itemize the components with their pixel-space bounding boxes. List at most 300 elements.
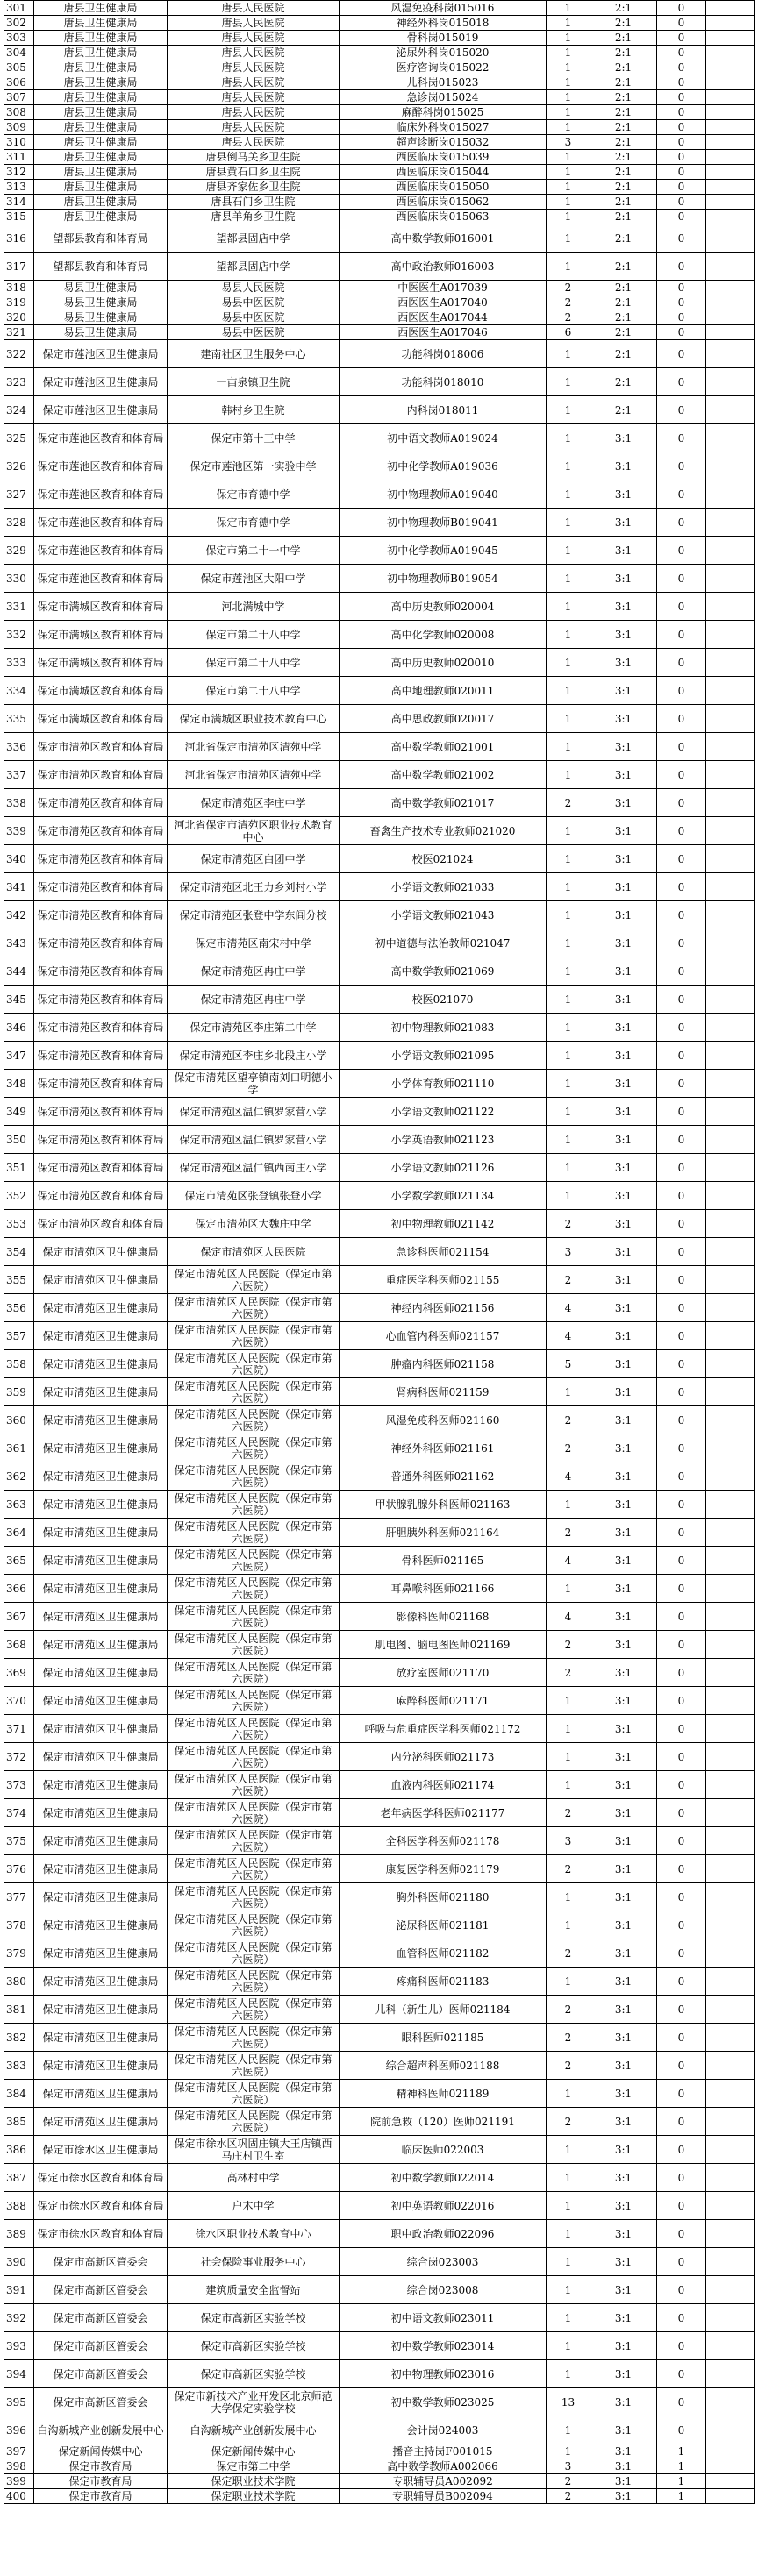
applicants-cell: 0 xyxy=(657,135,706,150)
row-number-cell: 385 xyxy=(4,2108,34,2136)
row-number-cell: 339 xyxy=(4,817,34,845)
table-row xyxy=(4,1,755,16)
row-number-cell: 347 xyxy=(4,1042,34,1070)
headcount-cell: 5 xyxy=(547,1350,590,1378)
blank-cell xyxy=(706,1322,755,1350)
ratio-cell: 3:1 xyxy=(590,1182,657,1210)
row-number-cell: 384 xyxy=(4,2080,34,2108)
blank-cell xyxy=(706,1126,755,1154)
position-cell: 泌尿科医师021181 xyxy=(340,1911,547,1939)
ratio-cell: 3:1 xyxy=(590,1434,657,1462)
unit-cell: 保定市清苑区人民医院（保定市第六医院） xyxy=(168,1883,340,1911)
table-row xyxy=(4,2080,755,2108)
position-cell: 会计岗024003 xyxy=(340,2416,547,2444)
blank-cell xyxy=(706,60,755,75)
ratio-cell: 3:1 xyxy=(590,2052,657,2080)
unit-cell: 保定市清苑区人民医院（保定市第六医院） xyxy=(168,1322,340,1350)
row-number-cell: 314 xyxy=(4,195,34,210)
department-cell: 保定市清苑区教育和体育局 xyxy=(34,986,168,1014)
table-row xyxy=(4,46,755,60)
row-number-cell: 359 xyxy=(4,1378,34,1406)
blank-cell xyxy=(706,1154,755,1182)
applicants-cell: 0 xyxy=(657,957,706,986)
department-cell: 保定市满城区教育和体育局 xyxy=(34,621,168,649)
department-cell: 保定市徐水区卫生健康局 xyxy=(34,2136,168,2164)
blank-cell xyxy=(706,1462,755,1491)
unit-cell: 保定职业技术学院 xyxy=(168,2489,340,2504)
department-cell: 保定市清苑区卫生健康局 xyxy=(34,1519,168,1547)
headcount-cell: 1 xyxy=(547,150,590,165)
position-cell: 肿瘤内科医师021158 xyxy=(340,1350,547,1378)
headcount-cell: 1 xyxy=(547,1042,590,1070)
blank-cell xyxy=(706,2052,755,2080)
department-cell: 保定市清苑区卫生健康局 xyxy=(34,1434,168,1462)
blank-cell xyxy=(706,480,755,509)
applicants-cell: 0 xyxy=(657,1659,706,1687)
position-cell: 神经外科医师021161 xyxy=(340,1434,547,1462)
row-number-cell: 395 xyxy=(4,2388,34,2416)
position-cell: 肌电图、脑电图医师021169 xyxy=(340,1631,547,1659)
applicants-cell: 0 xyxy=(657,90,706,105)
position-cell: 麻醉科医师021171 xyxy=(340,1687,547,1715)
blank-cell xyxy=(706,1491,755,1519)
table-row xyxy=(4,224,755,253)
headcount-cell: 1 xyxy=(547,565,590,593)
blank-cell xyxy=(706,150,755,165)
table-row xyxy=(4,325,755,340)
ratio-cell: 3:1 xyxy=(590,1098,657,1126)
unit-cell: 保定市高新区实验学校 xyxy=(168,2360,340,2388)
department-cell: 唐县卫生健康局 xyxy=(34,75,168,90)
applicants-cell: 0 xyxy=(657,593,706,621)
applicants-cell: 0 xyxy=(657,480,706,509)
position-cell: 初中物理教师021142 xyxy=(340,1210,547,1238)
unit-cell: 唐县人民医院 xyxy=(168,135,340,150)
table-row xyxy=(4,150,755,165)
department-cell: 保定市清苑区教育和体育局 xyxy=(34,929,168,957)
unit-cell: 保定市第二十一中学 xyxy=(168,537,340,565)
ratio-cell: 3:1 xyxy=(590,1771,657,1799)
blank-cell xyxy=(706,1294,755,1322)
unit-cell: 保定市清苑区人民医院 xyxy=(168,1238,340,1266)
table-row xyxy=(4,1350,755,1378)
ratio-cell: 3:1 xyxy=(590,452,657,480)
headcount-cell: 2 xyxy=(547,2108,590,2136)
table-row xyxy=(4,2052,755,2080)
blank-cell xyxy=(706,1434,755,1462)
applicants-cell: 0 xyxy=(657,1631,706,1659)
headcount-cell: 1 xyxy=(547,2192,590,2220)
headcount-cell: 1 xyxy=(547,1182,590,1210)
ratio-cell: 3:1 xyxy=(590,1855,657,1883)
position-cell: 西医医生A017044 xyxy=(340,310,547,325)
department-cell: 望都县教育和体育局 xyxy=(34,253,168,281)
ratio-cell: 3:1 xyxy=(590,1294,657,1322)
blank-cell xyxy=(706,368,755,396)
row-number-cell: 346 xyxy=(4,1014,34,1042)
position-cell: 专职辅导员B002094 xyxy=(340,2489,547,2504)
table-row xyxy=(4,2360,755,2388)
department-cell: 望都县教育和体育局 xyxy=(34,224,168,253)
blank-cell xyxy=(706,2304,755,2332)
applicants-cell: 0 xyxy=(657,281,706,295)
department-cell: 保定市清苑区卫生健康局 xyxy=(34,1238,168,1266)
ratio-cell: 2:1 xyxy=(590,46,657,60)
table-row xyxy=(4,1434,755,1462)
table-row xyxy=(4,281,755,295)
position-cell: 高中数学教师A002066 xyxy=(340,2459,547,2474)
department-cell: 保定市清苑区教育和体育局 xyxy=(34,1042,168,1070)
department-cell: 保定新闻传媒中心 xyxy=(34,2444,168,2459)
unit-cell: 保定市第二十八中学 xyxy=(168,649,340,677)
headcount-cell: 2 xyxy=(547,2024,590,2052)
row-number-cell: 307 xyxy=(4,90,34,105)
row-number-cell: 343 xyxy=(4,929,34,957)
unit-cell: 保定市清苑区人民医院（保定市第六医院） xyxy=(168,1911,340,1939)
applicants-cell: 0 xyxy=(657,340,706,368)
ratio-cell: 3:1 xyxy=(590,1462,657,1491)
department-cell: 易县卫生健康局 xyxy=(34,295,168,310)
position-cell: 临床外科岗015027 xyxy=(340,120,547,135)
headcount-cell: 1 xyxy=(547,195,590,210)
blank-cell xyxy=(706,2459,755,2474)
table-body xyxy=(4,1,755,2504)
department-cell: 唐县卫生健康局 xyxy=(34,105,168,120)
position-cell: 初中物理教师B019054 xyxy=(340,565,547,593)
applicants-cell: 0 xyxy=(657,295,706,310)
applicants-cell: 0 xyxy=(657,1406,706,1434)
blank-cell xyxy=(706,2416,755,2444)
applicants-cell: 0 xyxy=(657,845,706,873)
unit-cell: 保定市清苑区人民医院（保定市第六医院） xyxy=(168,1266,340,1294)
ratio-cell: 3:1 xyxy=(590,1014,657,1042)
blank-cell xyxy=(706,120,755,135)
ratio-cell: 3:1 xyxy=(590,1126,657,1154)
headcount-cell: 1 xyxy=(547,1126,590,1154)
department-cell: 保定市清苑区卫生健康局 xyxy=(34,1968,168,1996)
ratio-cell: 2:1 xyxy=(590,1,657,16)
ratio-cell: 3:1 xyxy=(590,593,657,621)
table-row xyxy=(4,1771,755,1799)
headcount-cell: 1 xyxy=(547,31,590,46)
position-cell: 西医临床岗015050 xyxy=(340,180,547,195)
ratio-cell: 3:1 xyxy=(590,621,657,649)
table-row xyxy=(4,817,755,845)
position-cell: 职中政治教师022096 xyxy=(340,2220,547,2248)
applicants-cell: 1 xyxy=(657,2474,706,2489)
table-row xyxy=(4,2489,755,2504)
position-cell: 耳鼻喉科医师021166 xyxy=(340,1575,547,1603)
applicants-cell: 0 xyxy=(657,677,706,705)
position-cell: 西医临床岗015044 xyxy=(340,165,547,180)
department-cell: 保定市清苑区卫生健康局 xyxy=(34,1266,168,1294)
ratio-cell: 3:1 xyxy=(590,2080,657,2108)
department-cell: 保定市莲池区教育和体育局 xyxy=(34,509,168,537)
position-cell: 眼科医师021185 xyxy=(340,2024,547,2052)
headcount-cell: 2 xyxy=(547,1266,590,1294)
row-number-cell: 336 xyxy=(4,733,34,761)
blank-cell xyxy=(706,2108,755,2136)
applicants-cell: 0 xyxy=(657,621,706,649)
ratio-cell: 3:1 xyxy=(590,2024,657,2052)
table-row xyxy=(4,2220,755,2248)
row-number-cell: 360 xyxy=(4,1406,34,1434)
table-row xyxy=(4,1070,755,1098)
table-row xyxy=(4,1939,755,1968)
ratio-cell: 3:1 xyxy=(590,1519,657,1547)
unit-cell: 保定市清苑区人民医院（保定市第六医院） xyxy=(168,1743,340,1771)
blank-cell xyxy=(706,1659,755,1687)
position-cell: 小学体育教师021110 xyxy=(340,1070,547,1098)
unit-cell: 保定市清苑区人民医院（保定市第六医院） xyxy=(168,1687,340,1715)
blank-cell xyxy=(706,1070,755,1098)
blank-cell xyxy=(706,1911,755,1939)
headcount-cell: 1 xyxy=(547,368,590,396)
row-number-cell: 308 xyxy=(4,105,34,120)
headcount-cell: 1 xyxy=(547,1491,590,1519)
blank-cell xyxy=(706,424,755,452)
ratio-cell: 2:1 xyxy=(590,135,657,150)
blank-cell xyxy=(706,31,755,46)
blank-cell xyxy=(706,1014,755,1042)
position-cell: 甲状腺乳腺外科医师021163 xyxy=(340,1491,547,1519)
row-number-cell: 328 xyxy=(4,509,34,537)
unit-cell: 保定市清苑区温仁镇罗家营小学 xyxy=(168,1126,340,1154)
blank-cell xyxy=(706,1519,755,1547)
position-cell: 高中历史教师020004 xyxy=(340,593,547,621)
blank-cell xyxy=(706,1575,755,1603)
position-cell: 康复医学科医师021179 xyxy=(340,1855,547,1883)
applicants-cell: 0 xyxy=(657,649,706,677)
ratio-cell: 3:1 xyxy=(590,1911,657,1939)
ratio-cell: 3:1 xyxy=(590,761,657,789)
blank-cell xyxy=(706,649,755,677)
row-number-cell: 353 xyxy=(4,1210,34,1238)
headcount-cell: 2 xyxy=(547,2489,590,2504)
row-number-cell: 361 xyxy=(4,1434,34,1462)
applicants-cell: 0 xyxy=(657,1042,706,1070)
position-cell: 播音主持岗F001015 xyxy=(340,2444,547,2459)
position-cell: 高中政治教师016003 xyxy=(340,253,547,281)
applicants-cell: 0 xyxy=(657,2332,706,2360)
applicants-cell: 0 xyxy=(657,1266,706,1294)
blank-cell xyxy=(706,1406,755,1434)
applicants-cell: 0 xyxy=(657,2024,706,2052)
table-row xyxy=(4,1911,755,1939)
unit-cell: 保定市清苑区南宋村中学 xyxy=(168,929,340,957)
table-row xyxy=(4,1154,755,1182)
blank-cell xyxy=(706,2192,755,2220)
applicants-cell: 0 xyxy=(657,1322,706,1350)
row-number-cell: 329 xyxy=(4,537,34,565)
unit-cell: 保定市清苑区人民医院（保定市第六医院） xyxy=(168,1575,340,1603)
department-cell: 保定市清苑区卫生健康局 xyxy=(34,1687,168,1715)
applicants-cell: 0 xyxy=(657,325,706,340)
unit-cell: 保定市莲池区第一实验中学 xyxy=(168,452,340,480)
position-cell: 小学语文教师021033 xyxy=(340,873,547,901)
table-row xyxy=(4,2459,755,2474)
headcount-cell: 1 xyxy=(547,593,590,621)
blank-cell xyxy=(706,2489,755,2504)
row-number-cell: 397 xyxy=(4,2444,34,2459)
table-row xyxy=(4,310,755,325)
row-number-cell: 389 xyxy=(4,2220,34,2248)
row-number-cell: 303 xyxy=(4,31,34,46)
applicants-cell: 0 xyxy=(657,1182,706,1210)
table-row xyxy=(4,2388,755,2416)
unit-cell: 建南社区卫生服务中心 xyxy=(168,340,340,368)
headcount-cell: 2 xyxy=(547,1434,590,1462)
applicants-cell: 0 xyxy=(657,1687,706,1715)
position-cell: 高中地理教师020011 xyxy=(340,677,547,705)
applicants-cell: 0 xyxy=(657,1715,706,1743)
department-cell: 易县卫生健康局 xyxy=(34,310,168,325)
applicants-cell: 0 xyxy=(657,396,706,424)
table-row xyxy=(4,1182,755,1210)
headcount-cell: 13 xyxy=(547,2388,590,2416)
department-cell: 保定市莲池区教育和体育局 xyxy=(34,565,168,593)
unit-cell: 河北满城中学 xyxy=(168,593,340,621)
row-number-cell: 350 xyxy=(4,1126,34,1154)
unit-cell: 唐县倒马关乡卫生院 xyxy=(168,150,340,165)
position-cell: 风湿免疫科医师021160 xyxy=(340,1406,547,1434)
department-cell: 保定市高新区管委会 xyxy=(34,2332,168,2360)
table-row xyxy=(4,60,755,75)
position-cell: 全科医学科医师021178 xyxy=(340,1827,547,1855)
ratio-cell: 3:1 xyxy=(590,957,657,986)
applicants-cell: 0 xyxy=(657,537,706,565)
ratio-cell: 3:1 xyxy=(590,2136,657,2164)
table-row xyxy=(4,210,755,224)
ratio-cell: 3:1 xyxy=(590,1939,657,1968)
unit-cell: 保定市清苑区冉庄中学 xyxy=(168,957,340,986)
row-number-cell: 391 xyxy=(4,2276,34,2304)
position-cell: 初中道德与法治教师021047 xyxy=(340,929,547,957)
table-row xyxy=(4,1519,755,1547)
department-cell: 保定市清苑区教育和体育局 xyxy=(34,1098,168,1126)
unit-cell: 保定市清苑区人民医院（保定市第六医院） xyxy=(168,1771,340,1799)
applicants-cell: 0 xyxy=(657,2220,706,2248)
table-row xyxy=(4,2332,755,2360)
blank-cell xyxy=(706,1631,755,1659)
position-cell: 初中物理教师021083 xyxy=(340,1014,547,1042)
row-number-cell: 394 xyxy=(4,2360,34,2388)
department-cell: 保定市莲池区教育和体育局 xyxy=(34,537,168,565)
ratio-cell: 3:1 xyxy=(590,2248,657,2276)
headcount-cell: 1 xyxy=(547,1,590,16)
table-row xyxy=(4,2108,755,2136)
department-cell: 保定市清苑区卫生健康局 xyxy=(34,1294,168,1322)
headcount-cell: 3 xyxy=(547,1238,590,1266)
headcount-cell: 1 xyxy=(547,165,590,180)
blank-cell xyxy=(706,537,755,565)
unit-cell: 保定新闻传媒中心 xyxy=(168,2444,340,2459)
ratio-cell: 3:1 xyxy=(590,789,657,817)
blank-cell xyxy=(706,75,755,90)
headcount-cell: 1 xyxy=(547,2332,590,2360)
blank-cell xyxy=(706,2024,755,2052)
unit-cell: 保定市清苑区望亭镇南刘口明德小学 xyxy=(168,1070,340,1098)
ratio-cell: 3:1 xyxy=(590,1070,657,1098)
row-number-cell: 379 xyxy=(4,1939,34,1968)
blank-cell xyxy=(706,165,755,180)
blank-cell xyxy=(706,452,755,480)
headcount-cell: 1 xyxy=(547,90,590,105)
unit-cell: 白沟新城产业创新发展中心 xyxy=(168,2416,340,2444)
position-cell: 中医医生A017039 xyxy=(340,281,547,295)
blank-cell xyxy=(706,1350,755,1378)
blank-cell xyxy=(706,1603,755,1631)
headcount-cell: 1 xyxy=(547,180,590,195)
table-row xyxy=(4,509,755,537)
applicants-cell: 0 xyxy=(657,1126,706,1154)
headcount-cell: 1 xyxy=(547,621,590,649)
position-cell: 儿科（新生儿）医师021184 xyxy=(340,1996,547,2024)
headcount-cell: 1 xyxy=(547,986,590,1014)
headcount-cell: 1 xyxy=(547,1378,590,1406)
row-number-cell: 315 xyxy=(4,210,34,224)
headcount-cell: 1 xyxy=(547,105,590,120)
ratio-cell: 3:1 xyxy=(590,817,657,845)
unit-cell: 保定市清苑区人民医院（保定市第六医院） xyxy=(168,1631,340,1659)
position-cell: 小学语文教师021043 xyxy=(340,901,547,929)
blank-cell xyxy=(706,2276,755,2304)
blank-cell xyxy=(706,281,755,295)
applicants-cell: 0 xyxy=(657,424,706,452)
ratio-cell: 2:1 xyxy=(590,60,657,75)
unit-cell: 唐县人民医院 xyxy=(168,31,340,46)
position-cell: 高中数学教师021002 xyxy=(340,761,547,789)
headcount-cell: 2 xyxy=(547,310,590,325)
row-number-cell: 363 xyxy=(4,1491,34,1519)
blank-cell xyxy=(706,845,755,873)
ratio-cell: 3:1 xyxy=(590,1827,657,1855)
table-row xyxy=(4,649,755,677)
ratio-cell: 3:1 xyxy=(590,2444,657,2459)
position-cell: 高中数学教师021001 xyxy=(340,733,547,761)
ratio-cell: 3:1 xyxy=(590,1154,657,1182)
headcount-cell: 2 xyxy=(547,1406,590,1434)
unit-cell: 保定市清苑区人民医院（保定市第六医院） xyxy=(168,1996,340,2024)
ratio-cell: 2:1 xyxy=(590,224,657,253)
applicants-cell: 0 xyxy=(657,1014,706,1042)
position-cell: 校医021070 xyxy=(340,986,547,1014)
unit-cell: 河北省保定市清苑区清苑中学 xyxy=(168,761,340,789)
department-cell: 唐县卫生健康局 xyxy=(34,150,168,165)
ratio-cell: 3:1 xyxy=(590,1743,657,1771)
table-row xyxy=(4,2164,755,2192)
department-cell: 保定市满城区教育和体育局 xyxy=(34,705,168,733)
unit-cell: 户木中学 xyxy=(168,2192,340,2220)
ratio-cell: 2:1 xyxy=(590,150,657,165)
department-cell: 白沟新城产业创新发展中心 xyxy=(34,2416,168,2444)
row-number-cell: 368 xyxy=(4,1631,34,1659)
department-cell: 保定市清苑区教育和体育局 xyxy=(34,1154,168,1182)
row-number-cell: 325 xyxy=(4,424,34,452)
unit-cell: 韩村乡卫生院 xyxy=(168,396,340,424)
applicants-cell: 0 xyxy=(657,1519,706,1547)
row-number-cell: 351 xyxy=(4,1154,34,1182)
ratio-cell: 3:1 xyxy=(590,1042,657,1070)
row-number-cell: 344 xyxy=(4,957,34,986)
applicants-cell: 0 xyxy=(657,2248,706,2276)
position-cell: 神经外科岗015018 xyxy=(340,16,547,31)
applicants-cell: 0 xyxy=(657,1070,706,1098)
table-row xyxy=(4,253,755,281)
headcount-cell: 1 xyxy=(547,2304,590,2332)
row-number-cell: 305 xyxy=(4,60,34,75)
unit-cell: 保定市清苑区人民医院（保定市第六医院） xyxy=(168,1491,340,1519)
